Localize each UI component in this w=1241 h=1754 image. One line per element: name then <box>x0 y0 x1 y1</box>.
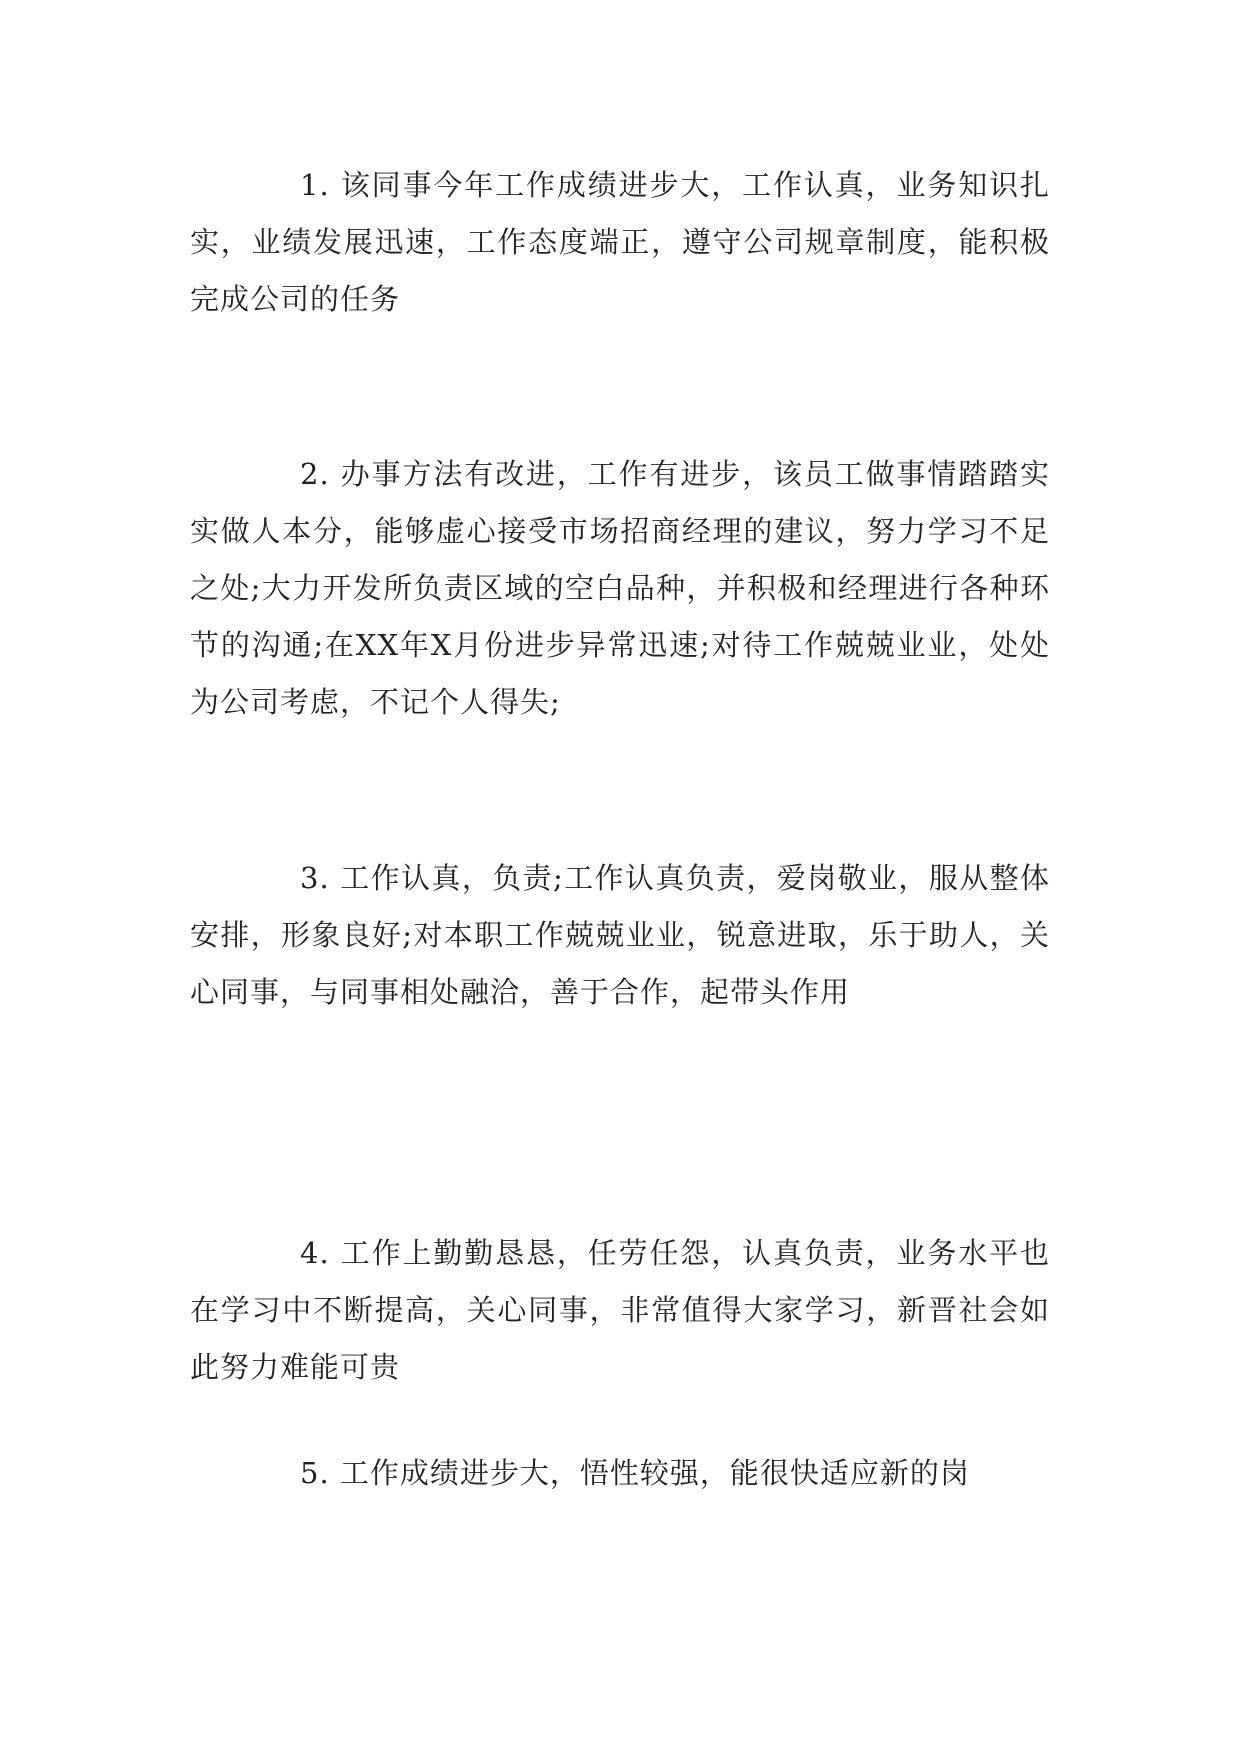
paragraph-4: 4. 工作上勤勤恳恳，任劳任怨，认真负责，业务水平也在学习中不断提高，关心同事，非常值得大家学习，新晋社会如此努力难能可贵 <box>190 1236 1050 1384</box>
paragraph-2: 2. 办事方法有改进，工作有进步，该员工做事情踏踏实实做人本分，能够虚心接受市场招商经理的建议，努力学习不足之处;大力开发所负责区域的空白品种，并积极和经理进行各种环节的沟通;在XX年X月份进步异常迅速;对待工作兢兢业业，处处为公司考虑，不记个人得失; <box>190 457 1050 719</box>
paragraph-5: 5. 工作成绩进步大，悟性较强，能很快适应新的岗 <box>300 1456 970 1490</box>
paragraph-3: 3. 工作认真，负责;工作认真负责，爱岗敬业，服从整体安排，形象良好;对本职工作兢兢业业，锐意进取，乐于助人，关心同事，与同事相处融洽，善于合作，起带头作用 <box>190 861 1050 1009</box>
paragraph-1: 1. 该同事今年工作成绩进步大，工作认真，业务知识扎实，业绩发展迅速，工作态度端正，遵守公司规章制度，能积极完成公司的任务 <box>190 168 1050 316</box>
